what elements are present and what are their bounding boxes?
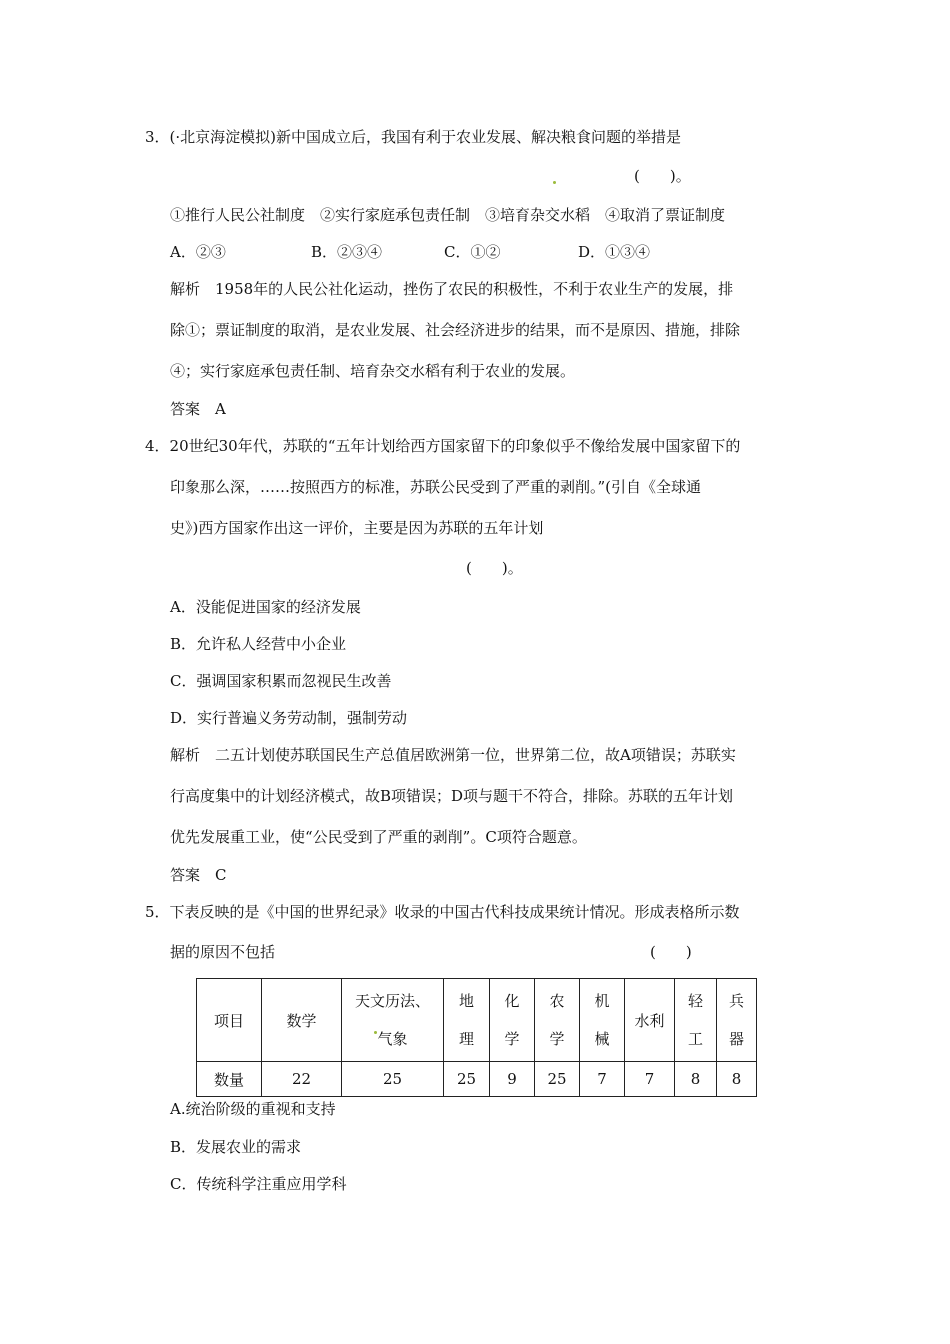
q3-analysis-line-1: 解析 1958年的人民公社化运动，挫伤了农民的积极性，不利于农业生产的发展，排 [170,280,734,298]
q3-analysis-line-2: 除①；票证制度的取消，是农业发展、社会经济进步的结果，而不是原因、措施，排除 [170,321,741,339]
q3-option-d: D．①③④ [578,243,651,261]
table-cell: 7 [625,1062,675,1097]
decorative-dot [374,1031,377,1034]
table-header-geography: 地 理 [444,979,490,1062]
table-cell: 9 [490,1062,535,1097]
table-header-machinery: 机 械 [580,979,625,1062]
q4-stem-line-3: 史》)西方国家作出这一评价，主要是因为苏联的五年计划 [170,519,544,537]
table-row-label: 数量 [197,1062,262,1097]
q5-option-b: B．发展农业的需求 [170,1138,302,1156]
q4-stem-line-1: 4．20世纪30年代，苏联的“五年计划给西方国家留下的印象似乎不像给发展中国家留下的 [145,437,741,455]
table-cell: 25 [342,1062,444,1097]
table-header-row [197,979,757,1062]
q4-stem-line-2: 印象那么深，……按照西方的标准，苏联公民受到了严重的剥削。”(引自《全球通 [170,478,702,496]
q4-option-a: A．没能促进国家的经济发展 [170,598,361,616]
q3-statements: ①推行人民公社制度 ②实行家庭承包责任制 ③培育杂交水稻 ④取消了票证制度 [170,206,726,224]
q4-option-b: B．允许私人经营中小企业 [170,635,347,653]
q4-analysis-line-1: 解析 二五计划使苏联国民生产总值居欧洲第一位，世界第二位，故A项错误；苏联实 [170,746,736,764]
q5-option-c: C．传统科学注重应用学科 [170,1175,347,1193]
q3-answer: 答案 A [170,400,226,418]
table-row [197,1062,757,1097]
q4-answer: 答案 C [170,866,227,884]
q3-option-a: A．②③ [170,243,226,261]
table-cell: 25 [444,1062,490,1097]
table-header-water-conservancy: 水利 [625,979,675,1062]
q3-stem: 3．(·北京海淀模拟)新中国成立后，我国有利于农业发展、解决粮食问题的举措是 [145,128,682,146]
q4-answer-bracket: ( )。 [466,559,523,577]
q5-stem-line-1: 5．下表反映的是《中国的世界纪录》收录的中国古代科技成果统计情况。形成表格所示数 [145,903,740,921]
table-cell: 8 [675,1062,717,1097]
q4-option-c: C．强调国家积累而忽视民生改善 [170,672,392,690]
q4-analysis-line-3: 优先发展重工业，使“公民受到了严重的剥削”。C项符合题意。 [170,828,587,846]
table-header-math: 数学 [262,979,342,1062]
table-cell: 25 [535,1062,580,1097]
q3-option-b: B．②③④ [311,243,383,261]
q5-option-a: A.统治阶级的重视和支持 [170,1100,336,1118]
q4-analysis-line-2: 行高度集中的计划经济模式，故B项错误；D项与题干不符合，排除。苏联的五年计划 [170,787,734,805]
table-header-agronomy: 农 学 [535,979,580,1062]
q3-analysis-line-3: ④；实行家庭承包责任制、培育杂交水稻有利于农业的发展。 [170,362,576,380]
q3-option-c: C．①② [444,243,501,261]
statistics-table [196,978,757,1097]
q5-stem-line-2: 据的原因不包括 [170,943,276,961]
table-header-astronomy: 天文历法、 气象 [342,979,444,1062]
table-header-item: 项目 [197,979,262,1062]
table-cell: 22 [262,1062,342,1097]
table-cell: 8 [717,1062,757,1097]
q5-answer-bracket: ( ) [650,943,692,961]
q3-answer-bracket: ( )。 [634,167,691,185]
decorative-dot [553,181,556,184]
table-header-chemistry: 化 学 [490,979,535,1062]
q4-option-d: D．实行普遍义务劳动制，强制劳动 [170,709,408,727]
table-header-weapons: 兵 器 [717,979,757,1062]
table-header-light-industry: 轻 工 [675,979,717,1062]
table-cell: 7 [580,1062,625,1097]
